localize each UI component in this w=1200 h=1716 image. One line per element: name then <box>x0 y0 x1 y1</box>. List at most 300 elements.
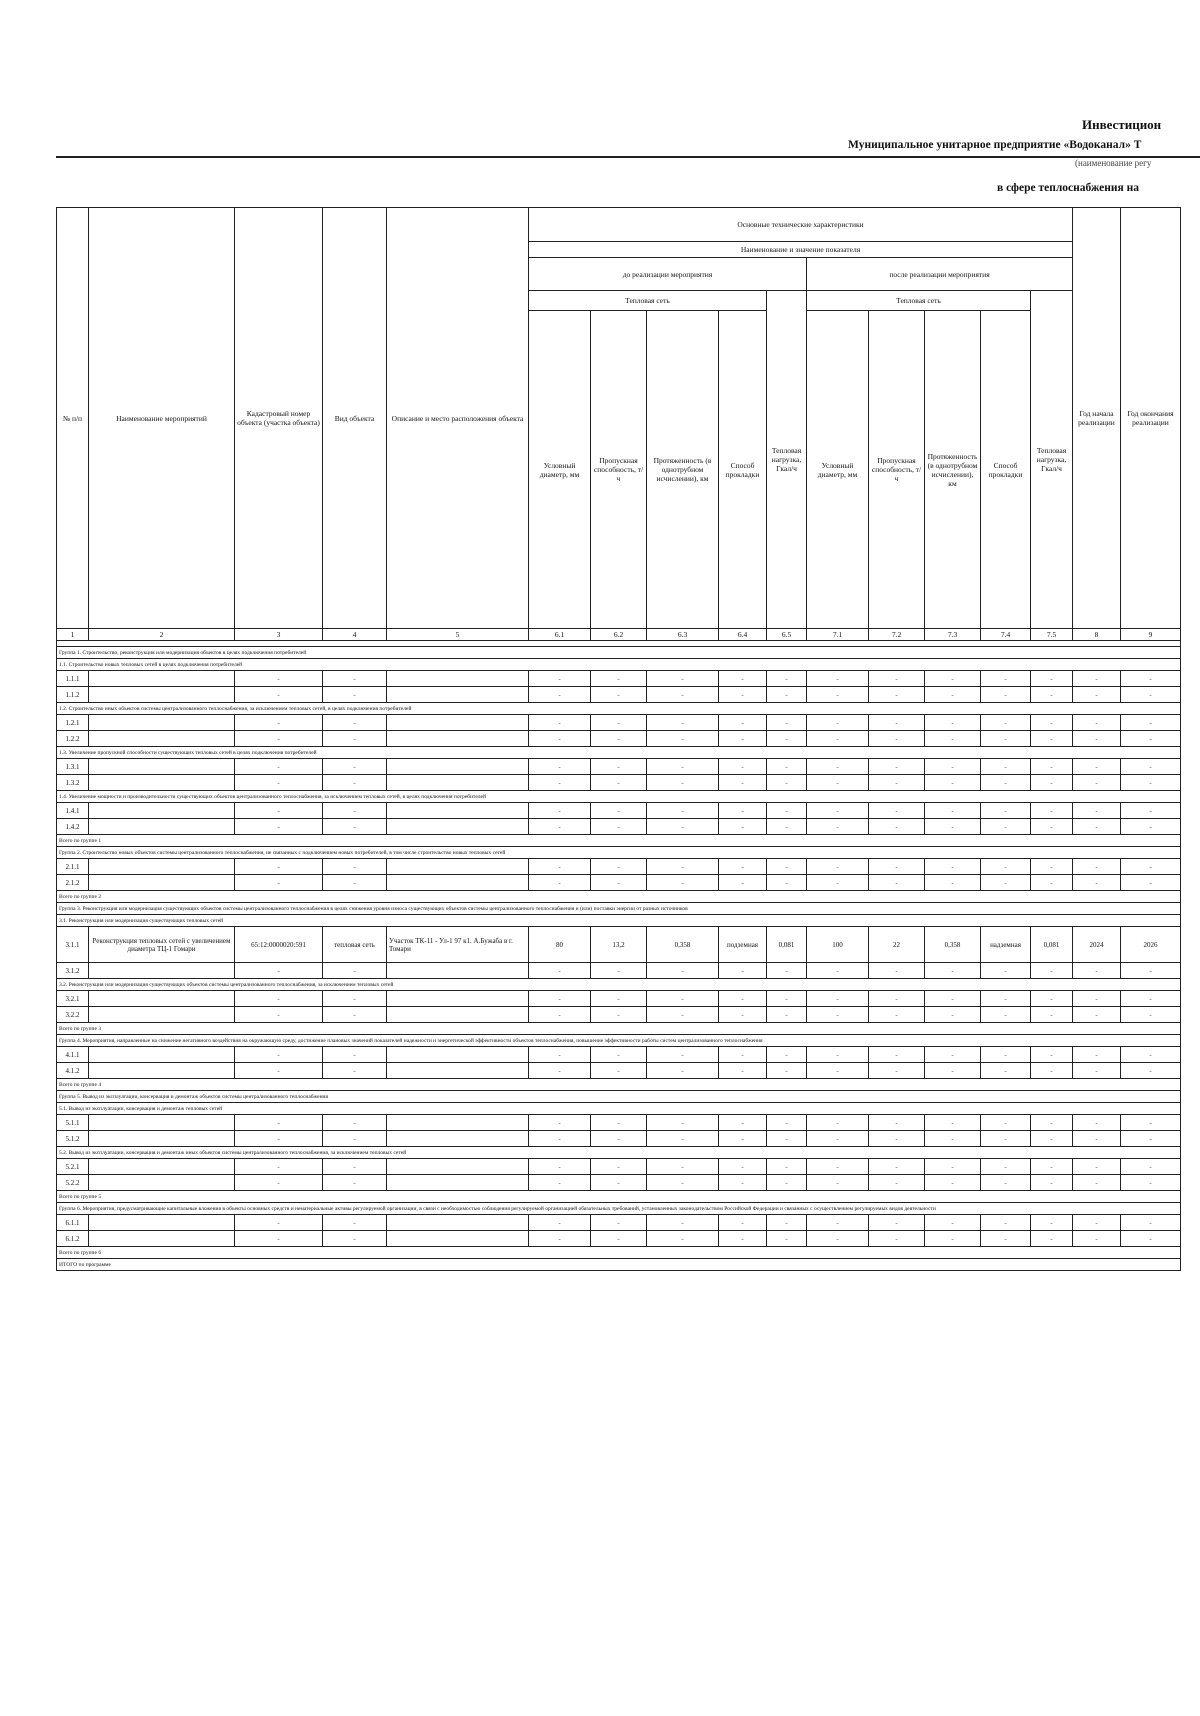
empty-cell: - <box>591 1047 647 1063</box>
section-header-row <box>57 847 1181 859</box>
empty-cell: - <box>647 1215 719 1231</box>
project-end: 2026 <box>1121 927 1181 963</box>
col-index: 4 <box>323 629 387 641</box>
section-title: Группа 1. Строительство, реконструкция или модернизация объектов в целях подключения потребителей <box>57 647 1181 659</box>
empty-cell: - <box>767 1131 807 1147</box>
empty-cell: - <box>235 1159 323 1175</box>
group-total-row <box>57 1191 1181 1203</box>
empty-cell: - <box>323 819 387 835</box>
empty-cell: - <box>1121 1047 1181 1063</box>
empty-cell: - <box>869 803 925 819</box>
col-header-type: Вид объекта <box>323 208 387 629</box>
empty-cell: - <box>767 1047 807 1063</box>
table-row <box>57 1063 1181 1079</box>
empty-cell: - <box>647 803 719 819</box>
empty-cell: - <box>323 1131 387 1147</box>
section-title: Всего по группе 3 <box>57 1023 1181 1035</box>
col-header-cadastral: Кадастровый номер объекта (участка объекта) <box>235 208 323 629</box>
empty-cell: - <box>767 803 807 819</box>
col-header-length-after: Протяженность (в однотрубном исчислении), км <box>925 311 981 629</box>
empty-cell: - <box>767 1231 807 1247</box>
section-title: 1.2. Строительство иных объектов системы централизованного теплоснабжения, за исключением тепловых сетей, в целях подключения потребителей <box>57 703 1181 715</box>
empty-cell: - <box>529 1159 591 1175</box>
empty-cell: - <box>807 1047 869 1063</box>
row-number: 1.1.1 <box>57 671 89 687</box>
empty-cell: - <box>767 1215 807 1231</box>
row-number: 1.2.1 <box>57 715 89 731</box>
empty-cell: - <box>807 687 869 703</box>
empty-cell: - <box>925 731 981 747</box>
project-name: Реконструкция тепловых сетей с увеличением диаметра ТЦ-1 Гомари <box>89 927 235 963</box>
empty-cell: - <box>719 715 767 731</box>
empty-cell: - <box>647 1131 719 1147</box>
empty-cell: - <box>719 1159 767 1175</box>
empty-cell: - <box>1073 859 1121 875</box>
col-header-before: до реализации мероприятия <box>529 258 807 291</box>
empty-cell: - <box>925 775 981 791</box>
empty-cell: - <box>323 875 387 891</box>
empty-cell: - <box>925 1215 981 1231</box>
col-index: 1 <box>57 629 89 641</box>
empty-cell: - <box>869 1047 925 1063</box>
empty-cell: - <box>925 1007 981 1023</box>
section-header-row <box>57 659 1181 671</box>
empty-cell: - <box>1031 875 1073 891</box>
empty-cell: - <box>807 803 869 819</box>
row-number: 1.3.1 <box>57 759 89 775</box>
empty-cell <box>89 1115 235 1131</box>
empty-cell: - <box>647 1159 719 1175</box>
group-total-row <box>57 1247 1181 1259</box>
table-row <box>57 1175 1181 1191</box>
section-header-row <box>57 791 1181 803</box>
col-header-capacity-before: Пропускная способность, т/ч <box>591 311 647 629</box>
empty-cell: - <box>1121 1231 1181 1247</box>
empty-cell: - <box>925 759 981 775</box>
empty-cell: - <box>869 759 925 775</box>
empty-cell: - <box>235 731 323 747</box>
empty-cell: - <box>1031 963 1073 979</box>
project-a-method: надземная <box>981 927 1031 963</box>
empty-cell: - <box>323 963 387 979</box>
empty-cell: - <box>1031 991 1073 1007</box>
empty-cell: - <box>235 687 323 703</box>
empty-cell: - <box>981 1063 1031 1079</box>
col-index: 3 <box>235 629 323 641</box>
empty-cell: - <box>1121 803 1181 819</box>
empty-cell <box>387 1231 529 1247</box>
col-header-name: Наименование мероприятий <box>89 208 235 629</box>
empty-cell: - <box>1073 731 1121 747</box>
empty-cell: - <box>981 715 1031 731</box>
group-total-row <box>57 835 1181 847</box>
group-total-row <box>57 891 1181 903</box>
empty-cell: - <box>591 991 647 1007</box>
section-title: Всего по группе 6 <box>57 1247 1181 1259</box>
col-header-end-year: Год окончания реализации <box>1121 208 1181 629</box>
empty-cell <box>89 1175 235 1191</box>
empty-cell: - <box>323 1215 387 1231</box>
empty-cell <box>387 963 529 979</box>
empty-cell: - <box>235 1175 323 1191</box>
row-number: 5.1.1 <box>57 1115 89 1131</box>
empty-cell <box>89 1063 235 1079</box>
empty-cell: - <box>925 1131 981 1147</box>
col-header-diameter-before: Условный диаметр, мм <box>529 311 591 629</box>
project-a-diameter: 100 <box>807 927 869 963</box>
project-b-length: 0,358 <box>647 927 719 963</box>
row-number: 4.1.1 <box>57 1047 89 1063</box>
empty-cell: - <box>869 687 925 703</box>
col-index: 8 <box>1073 629 1121 641</box>
col-index: 7.2 <box>869 629 925 641</box>
empty-cell: - <box>235 1007 323 1023</box>
empty-cell: - <box>647 1063 719 1079</box>
empty-cell: - <box>925 875 981 891</box>
empty-cell: - <box>1031 687 1073 703</box>
empty-cell: - <box>869 1175 925 1191</box>
section-header-row <box>57 1091 1181 1103</box>
empty-cell <box>89 803 235 819</box>
empty-cell: - <box>807 671 869 687</box>
empty-cell: - <box>647 963 719 979</box>
empty-cell: - <box>719 875 767 891</box>
row-number: 3.2.1 <box>57 991 89 1007</box>
row-number: 6.1.1 <box>57 1215 89 1231</box>
table-row <box>57 671 1181 687</box>
col-header-length-before: Протяженность (в однотрубном исчислении), км <box>647 311 719 629</box>
row-number: 3.1.2 <box>57 963 89 979</box>
empty-cell: - <box>925 715 981 731</box>
empty-cell: - <box>1121 1159 1181 1175</box>
empty-cell: - <box>1073 819 1121 835</box>
empty-cell: - <box>807 991 869 1007</box>
empty-cell: - <box>1073 1215 1121 1231</box>
empty-cell <box>387 775 529 791</box>
empty-cell: - <box>1031 671 1073 687</box>
col-header-capacity-after: Пропускная способность, т/ч <box>869 311 925 629</box>
empty-cell: - <box>591 1131 647 1147</box>
empty-cell: - <box>591 963 647 979</box>
table-row <box>57 775 1181 791</box>
empty-cell: - <box>719 1215 767 1231</box>
empty-cell: - <box>807 775 869 791</box>
empty-cell: - <box>925 1115 981 1131</box>
empty-cell: - <box>529 1175 591 1191</box>
empty-cell: - <box>323 1047 387 1063</box>
empty-cell: - <box>767 1115 807 1131</box>
empty-cell: - <box>1073 991 1121 1007</box>
table-row <box>57 819 1181 835</box>
empty-cell: - <box>767 819 807 835</box>
empty-cell: - <box>869 1007 925 1023</box>
empty-cell: - <box>1073 1115 1121 1131</box>
table-row <box>57 963 1181 979</box>
empty-cell: - <box>767 731 807 747</box>
table-row <box>57 731 1181 747</box>
empty-cell: - <box>767 1159 807 1175</box>
empty-cell: - <box>529 731 591 747</box>
empty-cell: - <box>323 1007 387 1023</box>
col-header-after: после реализации мероприятия <box>807 258 1073 291</box>
project-row <box>57 927 1181 963</box>
section-title: 5.2. Вывод из эксплуатации, консервация и демонтаж иных объектов системы централизованного теплоснабжения, за исключением тепловых сетей <box>57 1147 1181 1159</box>
section-header-row <box>57 979 1181 991</box>
empty-cell <box>89 1215 235 1231</box>
empty-cell: - <box>981 1007 1031 1023</box>
empty-cell: - <box>719 759 767 775</box>
empty-cell: - <box>591 859 647 875</box>
empty-cell: - <box>591 1231 647 1247</box>
empty-cell: - <box>807 859 869 875</box>
empty-cell: - <box>981 759 1031 775</box>
project-a-length: 0,358 <box>925 927 981 963</box>
empty-cell <box>89 1131 235 1147</box>
project-a-load: 0,081 <box>1031 927 1073 963</box>
empty-cell: - <box>981 1115 1031 1131</box>
empty-cell: - <box>767 991 807 1007</box>
empty-cell: - <box>869 1115 925 1131</box>
section-title: 1.4. Увеличение мощности и производительности существующих объектов централизованного теплоснабжения, за исключением тепловых сетей, в целях подключения потребителей <box>57 791 1181 803</box>
section-header-row <box>57 703 1181 715</box>
row-number: 1.4.1 <box>57 803 89 819</box>
empty-cell: - <box>767 859 807 875</box>
empty-cell: - <box>235 671 323 687</box>
empty-cell: - <box>591 1007 647 1023</box>
project-b-capacity: 13,2 <box>591 927 647 963</box>
table-row <box>57 1231 1181 1247</box>
empty-cell: - <box>529 1007 591 1023</box>
empty-cell: - <box>981 819 1031 835</box>
col-header-main: Основные технические характеристики <box>529 208 1073 242</box>
row-number: 5.2.1 <box>57 1159 89 1175</box>
empty-cell <box>89 731 235 747</box>
row-number: 2.1.1 <box>57 859 89 875</box>
table-row <box>57 1131 1181 1147</box>
group-total-row <box>57 1079 1181 1091</box>
col-header-method-after: Способ прокладки <box>981 311 1031 629</box>
regulator-note: (наименование регу <box>1075 158 1152 168</box>
col-header-indicators: Наименование и значение показателя <box>529 242 1073 258</box>
empty-cell <box>89 1159 235 1175</box>
empty-cell: - <box>925 859 981 875</box>
empty-cell: - <box>591 715 647 731</box>
empty-cell <box>387 1047 529 1063</box>
section-title: Группа 3. Реконструкция или модернизация существующих объектов системы централизованного теплоснабжения в целях снижения уровня износа существующих объектов системы централизованного теплоснабжения и (или) поставки энергии от разных источников <box>57 903 1181 915</box>
empty-cell: - <box>235 1115 323 1131</box>
empty-cell: - <box>529 759 591 775</box>
empty-cell: - <box>591 1115 647 1131</box>
empty-cell <box>89 963 235 979</box>
empty-cell: - <box>807 1175 869 1191</box>
empty-cell: - <box>235 759 323 775</box>
empty-cell: - <box>981 875 1031 891</box>
empty-cell: - <box>1031 1131 1073 1147</box>
empty-cell: - <box>807 715 869 731</box>
col-index: 5 <box>387 629 529 641</box>
empty-cell: - <box>1121 1115 1181 1131</box>
empty-cell: - <box>869 715 925 731</box>
empty-cell: - <box>1121 991 1181 1007</box>
empty-cell: - <box>981 991 1031 1007</box>
empty-cell: - <box>719 1231 767 1247</box>
section-header-row <box>57 1103 1181 1115</box>
empty-cell: - <box>925 1231 981 1247</box>
empty-cell: - <box>925 1159 981 1175</box>
empty-cell <box>89 875 235 891</box>
empty-cell: - <box>235 1231 323 1247</box>
table-row <box>57 859 1181 875</box>
empty-cell: - <box>647 687 719 703</box>
empty-cell: - <box>323 1175 387 1191</box>
empty-cell: - <box>869 731 925 747</box>
empty-cell: - <box>869 963 925 979</box>
empty-cell: - <box>767 775 807 791</box>
empty-cell <box>387 819 529 835</box>
empty-cell: - <box>591 687 647 703</box>
col-index: 6.3 <box>647 629 719 641</box>
project-start: 2024 <box>1073 927 1121 963</box>
empty-cell: - <box>719 991 767 1007</box>
section-header-row <box>57 747 1181 759</box>
row-number: 6.1.2 <box>57 1231 89 1247</box>
empty-cell: - <box>925 1175 981 1191</box>
empty-cell <box>89 775 235 791</box>
empty-cell: - <box>323 715 387 731</box>
col-header-number: № п/п <box>57 208 89 629</box>
empty-cell: - <box>869 875 925 891</box>
empty-cell: - <box>1121 775 1181 791</box>
column-index-row <box>57 629 1181 641</box>
col-header-network-before: Тепловая сеть <box>529 291 767 311</box>
section-title: Всего по группе 1 <box>57 835 1181 847</box>
section-title: ИТОГО по программе <box>57 1259 1181 1271</box>
empty-cell: - <box>647 819 719 835</box>
col-index: 6.4 <box>719 629 767 641</box>
empty-cell: - <box>1073 775 1121 791</box>
empty-cell: - <box>767 963 807 979</box>
investment-program-table-wrap <box>56 207 1200 1319</box>
empty-cell: - <box>869 1231 925 1247</box>
table-row <box>57 1007 1181 1023</box>
empty-cell: - <box>235 1131 323 1147</box>
empty-cell: - <box>647 671 719 687</box>
section-header-row <box>57 647 1181 659</box>
row-number: 1.4.2 <box>57 819 89 835</box>
empty-cell: - <box>869 671 925 687</box>
empty-cell: - <box>323 1159 387 1175</box>
empty-cell: - <box>719 859 767 875</box>
empty-cell: - <box>323 1063 387 1079</box>
investment-program-table <box>56 207 1181 1271</box>
empty-cell: - <box>719 671 767 687</box>
empty-cell <box>387 759 529 775</box>
empty-cell: - <box>529 803 591 819</box>
table-row <box>57 715 1181 731</box>
empty-cell: - <box>719 687 767 703</box>
col-index: 7.4 <box>981 629 1031 641</box>
empty-cell: - <box>1073 875 1121 891</box>
empty-cell: - <box>323 775 387 791</box>
section-title: 5.1. Вывод из эксплуатации, консервация и демонтаж тепловых сетей <box>57 1103 1181 1115</box>
empty-cell: - <box>529 1215 591 1231</box>
empty-cell: - <box>807 1115 869 1131</box>
row-number: 5.1.2 <box>57 1131 89 1147</box>
empty-cell: - <box>767 1175 807 1191</box>
empty-cell: - <box>529 687 591 703</box>
empty-cell: - <box>719 1007 767 1023</box>
empty-cell: - <box>1121 731 1181 747</box>
empty-cell: - <box>1073 1159 1121 1175</box>
empty-cell: - <box>869 1215 925 1231</box>
empty-cell: - <box>1031 715 1073 731</box>
empty-cell: - <box>591 819 647 835</box>
empty-cell: - <box>767 687 807 703</box>
empty-cell: - <box>235 991 323 1007</box>
empty-cell: - <box>925 1047 981 1063</box>
section-header-row <box>57 1147 1181 1159</box>
empty-cell: - <box>647 759 719 775</box>
empty-cell: - <box>1121 759 1181 775</box>
empty-cell: - <box>235 963 323 979</box>
empty-cell: - <box>1121 1063 1181 1079</box>
empty-cell: - <box>807 1007 869 1023</box>
empty-cell: - <box>529 1131 591 1147</box>
empty-cell: - <box>1073 1231 1121 1247</box>
empty-cell: - <box>1031 775 1073 791</box>
empty-cell: - <box>807 759 869 775</box>
empty-cell: - <box>1031 1063 1073 1079</box>
empty-cell: - <box>981 731 1031 747</box>
section-title: 1.1. Строительство новых тепловых сетей в целях подключения потребителей <box>57 659 1181 671</box>
project-a-capacity: 22 <box>869 927 925 963</box>
empty-cell: - <box>591 671 647 687</box>
empty-cell: - <box>719 1115 767 1131</box>
empty-cell: - <box>925 1063 981 1079</box>
empty-cell: - <box>647 1115 719 1131</box>
empty-cell <box>387 991 529 1007</box>
empty-cell: - <box>767 1007 807 1023</box>
empty-cell: - <box>1073 1131 1121 1147</box>
empty-cell: - <box>529 671 591 687</box>
empty-cell <box>387 1063 529 1079</box>
empty-cell: - <box>981 1175 1031 1191</box>
empty-cell <box>387 715 529 731</box>
empty-cell: - <box>591 875 647 891</box>
section-header-row <box>57 915 1181 927</box>
empty-cell: - <box>323 803 387 819</box>
empty-cell: - <box>719 803 767 819</box>
empty-cell: - <box>235 1063 323 1079</box>
empty-cell: - <box>807 875 869 891</box>
empty-cell: - <box>529 859 591 875</box>
project-desc: Участок ТК-11 - Ул-1 97 к1. А.Бужаба в г. Томари <box>387 927 529 963</box>
empty-cell: - <box>767 1063 807 1079</box>
empty-cell: - <box>1031 759 1073 775</box>
empty-cell <box>387 875 529 891</box>
row-number: 1.2.2 <box>57 731 89 747</box>
section-title: Группа 4. Мероприятия, направленные на снижение негативного воздействия на окружающую среду, достижение плановых значений показателей надежности и энергетической эффективности объектов теплоснабжения, повышение эффективности работы систем централизованного теплоснабжения <box>57 1035 1181 1047</box>
empty-cell: - <box>1031 731 1073 747</box>
empty-cell: - <box>767 715 807 731</box>
empty-cell: - <box>323 731 387 747</box>
empty-cell: - <box>1073 1175 1121 1191</box>
empty-cell <box>89 759 235 775</box>
col-header-description: Описание и место расположения объекта <box>387 208 529 629</box>
empty-cell: - <box>981 1159 1031 1175</box>
empty-cell: - <box>869 859 925 875</box>
empty-cell: - <box>1031 1231 1073 1247</box>
